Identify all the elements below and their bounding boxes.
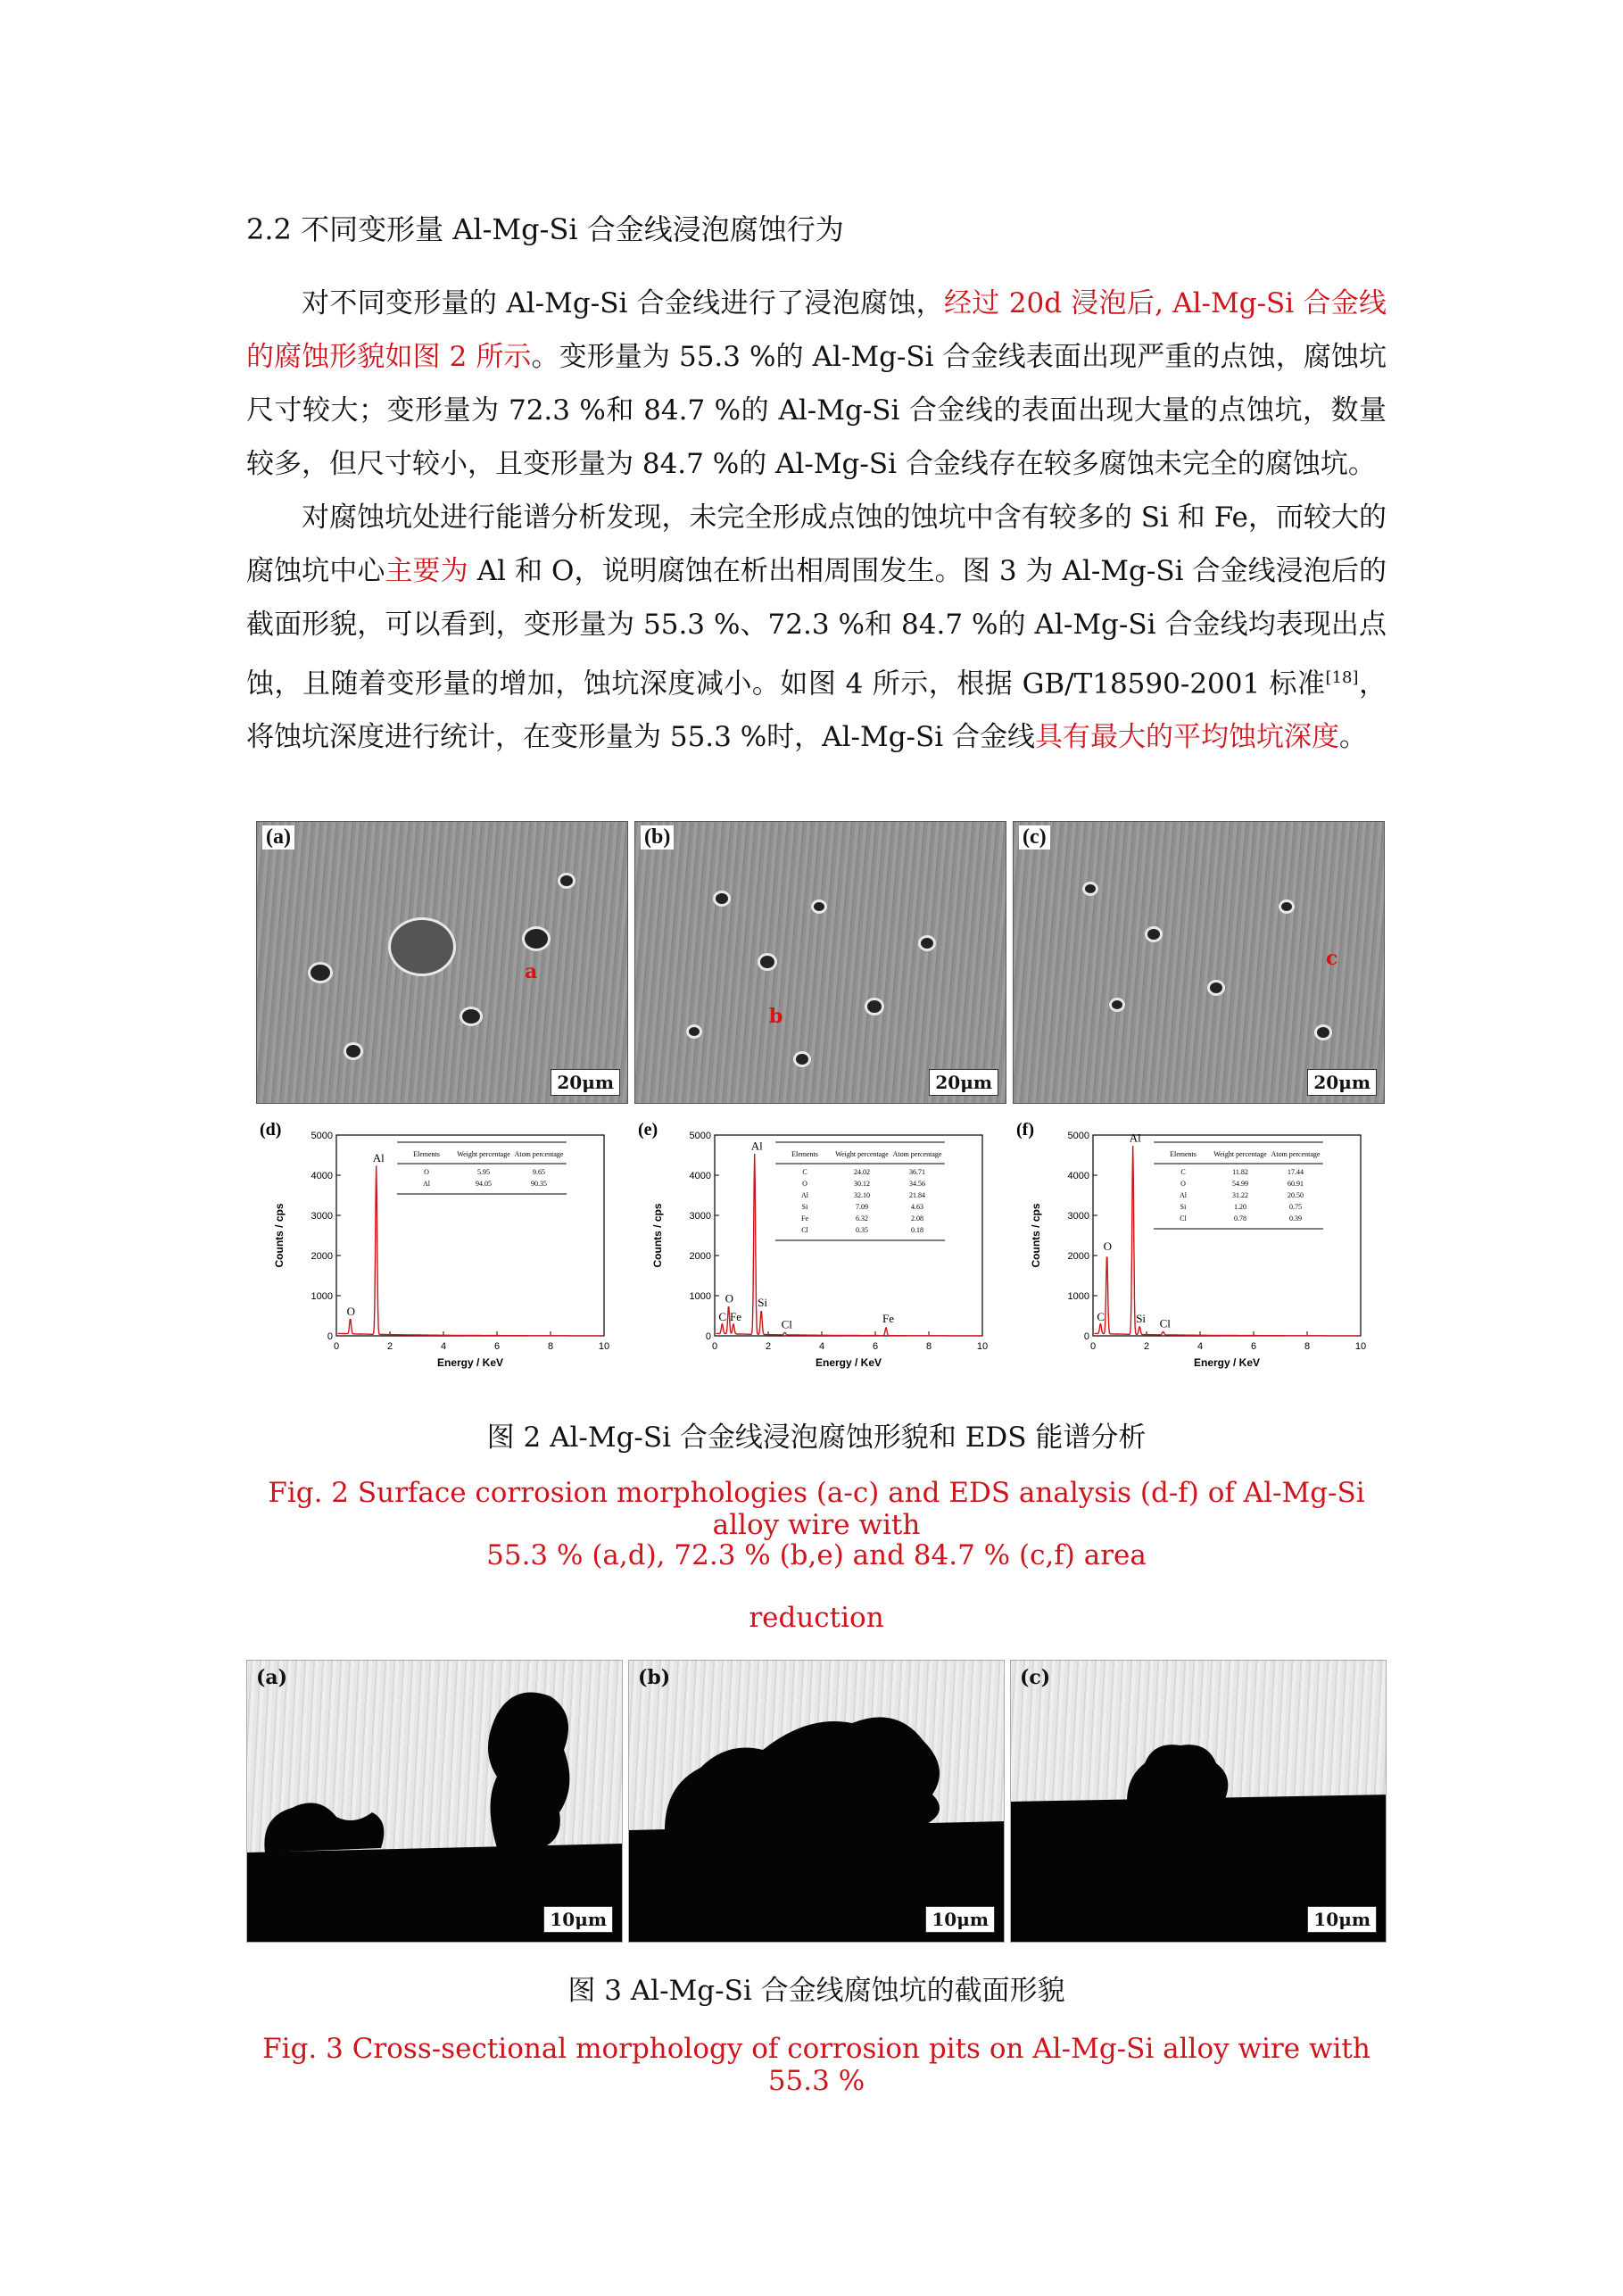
fig2-caption-en-3: reduction <box>749 1602 884 1634</box>
table-header: Elements <box>413 1150 440 1158</box>
table-cell: Si <box>801 1203 808 1211</box>
scale-bar: 20μm <box>1307 1069 1377 1096</box>
panel-label: (a) <box>262 825 294 850</box>
sem-panel-c <box>1013 821 1385 1104</box>
x-tick-label: 8 <box>925 1341 932 1352</box>
table-cell: 9.65 <box>533 1168 545 1176</box>
y-tick-label: 4000 <box>311 1171 333 1181</box>
point-marker: c <box>1326 947 1338 970</box>
table-cell: 36.71 <box>909 1168 925 1176</box>
panel-label: (c) <box>1019 825 1050 850</box>
y-axis-label: Counts / cps <box>1030 1203 1042 1268</box>
y-tick-label: 2000 <box>1067 1251 1089 1262</box>
peak-label: C <box>1097 1309 1105 1323</box>
y-tick-label: 2000 <box>311 1251 333 1262</box>
y-tick-label: 1000 <box>1067 1291 1089 1302</box>
paragraph-2: 对腐蚀坑处进行能谱分析发现，未完全形成点蚀的蚀坑中含有较多的 Si 和 Fe，而较大的腐蚀坑中心主要为 Al 和 O，说明腐蚀在析出相周围发生。图 3 为 Al-Mg-Si 合金线浸泡后的截面形貌，可以看到，变形量为 55.3 %、72.3 %和 84.7 %的 Al-Mg-Si 合金线均表现出点蚀，且随着变形量的增加，蚀坑深度减小。如图 4 所示，根据 GB/T18590-2001 标准[18]，将蚀坑深度进行统计，在变形量为 55.3 %时，Al-Mg-Si 合金线具有最大的平均蚀坑深度。 <box>246 501 1387 754</box>
table-cell: 0.39 <box>1289 1214 1302 1223</box>
peak-label: O <box>1103 1239 1112 1253</box>
table-cell: 60.91 <box>1288 1180 1304 1188</box>
spectrum-line <box>338 1165 604 1336</box>
table-cell: 0.18 <box>911 1226 923 1234</box>
table-header: Elements <box>791 1150 818 1158</box>
x-tick-label: 4 <box>440 1341 447 1352</box>
x-tick-label: 2 <box>1143 1341 1150 1352</box>
x-tick-label: 10 <box>976 1341 989 1352</box>
composition-table <box>397 1142 567 1194</box>
x-tick-label: 10 <box>1354 1341 1367 1352</box>
panel-label: (b) <box>641 825 674 850</box>
table-cell: 7.09 <box>856 1203 868 1211</box>
table-cell: Si <box>1180 1203 1187 1211</box>
peak-label: Si <box>758 1296 768 1309</box>
peak-label: O <box>346 1304 355 1318</box>
y-tick-label: 1000 <box>689 1291 711 1302</box>
table-header: Weight percentage <box>457 1150 510 1158</box>
fig2-caption-cn: 图 2 Al-Mg-Si 合金线浸泡腐蚀形貌和 EDS 能谱分析 <box>486 1422 1147 1454</box>
y-axis-label: Counts / cps <box>273 1203 286 1268</box>
peak-label: Si <box>1136 1312 1147 1325</box>
table-cell: 4.63 <box>911 1203 923 1211</box>
peak-label: O <box>725 1291 733 1305</box>
table-cell: 24.02 <box>854 1168 870 1176</box>
scale-bar: 10μm <box>543 1906 613 1933</box>
table-cell: 5.95 <box>477 1168 490 1176</box>
peak-label: Al <box>750 1139 763 1153</box>
fig2-eds-row <box>256 1115 1385 1383</box>
y-tick-label: 1000 <box>311 1291 333 1302</box>
table-cell: Al <box>801 1191 808 1199</box>
cross-section-a <box>246 1660 623 1943</box>
table-cell: Cl <box>1180 1214 1187 1223</box>
table-cell: Fe <box>801 1214 808 1223</box>
x-tick-label: 8 <box>547 1341 554 1352</box>
peak-label: Fe <box>730 1309 741 1323</box>
eds-chart-f <box>1013 1115 1383 1383</box>
table-header: Atom percentage <box>514 1150 564 1158</box>
composition-table <box>1154 1142 1323 1229</box>
panel-label: (e) <box>638 1120 658 1140</box>
x-tick-label: 0 <box>333 1341 340 1352</box>
fig2-sem-row <box>256 821 1385 1102</box>
paragraph-1: 对不同变形量的 Al-Mg-Si 合金线进行了浸泡腐蚀，经过 20d 浸泡后, Al-Mg-Si 合金线的腐蚀形貌如图 2 所示。变形量为 55.3 %的 Al-Mg-Si 合金线表面出现严重的点蚀，腐蚀坑尺寸较大；变形量为 72.3 %和 84.7 %的 Al-Mg-Si 合金线的表面出现大量的点蚀坑，数量较多，但尺寸较小，且变形量为 84.7 %的 Al-Mg-Si 合金线存在较多腐蚀未完全的腐蚀坑。 <box>246 287 1387 480</box>
sem-panel-a <box>256 821 628 1104</box>
y-tick-label: 5000 <box>311 1131 333 1141</box>
table-cell: C <box>802 1168 807 1176</box>
table-cell: O <box>1180 1180 1186 1188</box>
table-cell: 11.82 <box>1232 1168 1248 1176</box>
peak-label: Fe <box>882 1312 894 1325</box>
x-tick-label: 2 <box>386 1341 393 1352</box>
y-tick-label: 5000 <box>689 1131 711 1141</box>
table-cell: 0.35 <box>856 1226 868 1234</box>
y-axis-label: Counts / cps <box>651 1203 664 1268</box>
point-marker: a <box>525 960 538 983</box>
scale-bar: 10μm <box>925 1906 995 1933</box>
panel-label: (b) <box>638 1666 671 1689</box>
scale-bar: 10μm <box>1307 1906 1377 1933</box>
point-marker: b <box>769 1005 783 1028</box>
table-cell: 31.22 <box>1232 1191 1248 1199</box>
y-tick-label: 4000 <box>1067 1171 1089 1181</box>
fig2-caption-en-2: 55.3 % (a,d), 72.3 % (b,e) and 84.7 % (c,f) area <box>486 1539 1147 1571</box>
table-header: Weight percentage <box>835 1150 889 1158</box>
table-header: Elements <box>1170 1150 1197 1158</box>
fig2-caption-en-1: Fig. 2 Surface corrosion morphologies (a-c) and EDS analysis (d-f) of Al-Mg-Si alloy wire with <box>268 1477 1365 1541</box>
x-tick-label: 6 <box>1250 1341 1257 1352</box>
table-cell: C <box>1180 1168 1186 1176</box>
x-tick-label: 8 <box>1304 1341 1311 1352</box>
table-cell: O <box>802 1180 807 1188</box>
y-tick-label: 0 <box>1083 1331 1089 1342</box>
panel-label: (c) <box>1020 1666 1051 1689</box>
x-tick-label: 6 <box>493 1341 501 1352</box>
x-axis-label: Energy / KeV <box>815 1356 882 1369</box>
eds-chart-d <box>256 1115 626 1383</box>
peak-label: Al <box>372 1151 385 1165</box>
x-tick-label: 6 <box>872 1341 879 1352</box>
fig3-row <box>246 1660 1388 1941</box>
x-tick-label: 10 <box>598 1341 610 1352</box>
peak-label: C <box>718 1309 727 1323</box>
x-tick-label: 4 <box>818 1341 825 1352</box>
scale-bar: 20μm <box>551 1069 620 1096</box>
x-tick-label: 4 <box>1197 1341 1204 1352</box>
peak-label: Cl <box>1159 1316 1171 1330</box>
table-cell: 54.99 <box>1232 1180 1248 1188</box>
table-cell: Al <box>423 1180 430 1188</box>
section-heading: 2.2 不同变形量 Al-Mg-Si 合金线浸泡腐蚀行为 <box>246 212 844 246</box>
table-cell: O <box>424 1168 429 1176</box>
sem-panel-b <box>634 821 1006 1104</box>
table-cell: 17.44 <box>1288 1168 1304 1176</box>
y-tick-label: 3000 <box>689 1211 711 1222</box>
cross-section-b <box>628 1660 1005 1943</box>
scale-bar: 20μm <box>929 1069 998 1096</box>
table-cell: 32.10 <box>854 1191 870 1199</box>
x-tick-label: 0 <box>1089 1341 1097 1352</box>
x-tick-label: 0 <box>711 1341 718 1352</box>
peak-label: Al <box>1129 1131 1141 1145</box>
x-axis-label: Energy / KeV <box>1193 1356 1261 1369</box>
table-header: Atom percentage <box>1271 1150 1321 1158</box>
table-cell: Cl <box>801 1226 808 1234</box>
y-tick-label: 0 <box>705 1331 711 1342</box>
table-cell: 90.35 <box>531 1180 547 1188</box>
table-cell: 94.05 <box>476 1180 492 1188</box>
panel-label: (a) <box>256 1666 288 1689</box>
spectrum-line <box>1095 1146 1361 1336</box>
fig3-caption-en: Fig. 3 Cross-sectional morphology of corrosion pits on Al-Mg-Si alloy wire with 55.3 % <box>262 2033 1370 2097</box>
table-cell: 2.08 <box>911 1214 923 1223</box>
table-header: Atom percentage <box>892 1150 942 1158</box>
table-cell: 6.32 <box>856 1214 868 1223</box>
composition-table <box>775 1142 945 1240</box>
fig3-caption-cn: 图 3 Al-Mg-Si 合金线腐蚀坑的截面形貌 <box>567 1975 1065 2007</box>
eds-chart-e <box>634 1115 1005 1383</box>
y-tick-label: 4000 <box>689 1171 711 1181</box>
table-cell: 0.78 <box>1234 1214 1246 1223</box>
table-cell: 1.20 <box>1234 1203 1246 1211</box>
cross-section-c <box>1010 1660 1387 1943</box>
table-header: Weight percentage <box>1213 1150 1267 1158</box>
spectrum-line <box>716 1154 982 1336</box>
y-tick-label: 2000 <box>689 1251 711 1262</box>
peak-label: Cl <box>781 1317 792 1331</box>
panel-label: (d) <box>260 1120 282 1140</box>
y-tick-label: 0 <box>327 1331 333 1342</box>
panel-label: (f) <box>1016 1120 1034 1140</box>
y-tick-label: 5000 <box>1067 1131 1089 1141</box>
x-axis-label: Energy / KeV <box>436 1356 504 1369</box>
y-tick-label: 3000 <box>311 1211 333 1222</box>
table-cell: 0.75 <box>1289 1203 1302 1211</box>
table-cell: 20.50 <box>1288 1191 1304 1199</box>
table-cell: 30.12 <box>854 1180 870 1188</box>
table-cell: 21.84 <box>909 1191 925 1199</box>
table-cell: 34.56 <box>909 1180 925 1188</box>
table-cell: Al <box>1180 1191 1187 1199</box>
y-tick-label: 3000 <box>1067 1211 1089 1222</box>
x-tick-label: 2 <box>765 1341 772 1352</box>
